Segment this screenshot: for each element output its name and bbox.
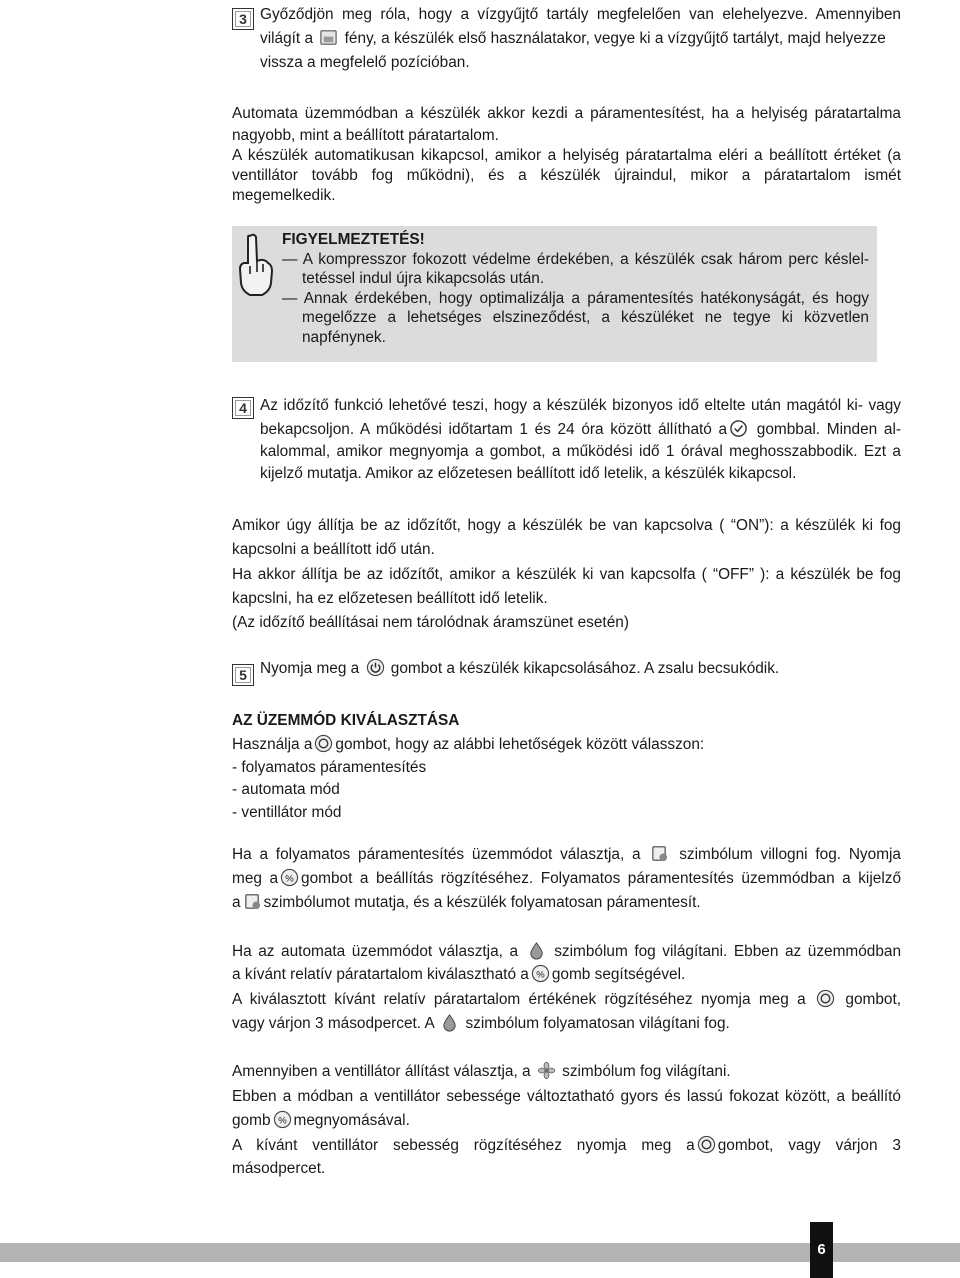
step-5-text-start: Nyomja meg a bbox=[260, 660, 360, 677]
power-button-icon bbox=[366, 658, 385, 677]
timer-line-2: kapcsolni a beállított idő után. bbox=[232, 541, 435, 558]
warning-item-1-line-2: tetéssel indul újra kikapcsolás után. bbox=[302, 270, 545, 287]
continuous-line-2-end: gombot a beállítás rögzítéséhez. Folyamatos páramentesítés üzemmódban a kijelző bbox=[301, 870, 902, 887]
step-3-line-1: Győződjön meg róla, hogy a vízgyűjtő tartály megfelelően van elehelyezve. Amennyiben bbox=[260, 6, 901, 23]
fan-line-3-start: gomb bbox=[232, 1112, 271, 1129]
continuous-line-3-start: a bbox=[232, 894, 241, 911]
step-3-badge: 3 bbox=[232, 8, 254, 30]
fan-line-2: Ebben a módban a ventillátor sebessége változtatható gyors és lassú fokozat között, a beállító bbox=[232, 1088, 901, 1105]
continuous-dehumidify-icon bbox=[243, 892, 262, 911]
fan-line-3-end: megnyomásával. bbox=[293, 1112, 410, 1129]
continuous-line-3-end: szimbólumot mutatja, és a készülék folyamatosan páramentesít. bbox=[263, 894, 701, 911]
auto-para-2-line-2: ventillátor tovább fog működni), és a készülék újraindul, mikor a páratartalom ismét bbox=[232, 167, 901, 184]
water-drop-icon bbox=[527, 941, 546, 960]
warning-item-1-line-1: — A kompresszor fokozott védelme érdekében, a készülék csak három perc késlel- bbox=[282, 251, 869, 268]
continuous-line-3 bbox=[232, 892, 701, 914]
fan-line-1-end: szimbólum fog világítani. bbox=[562, 1063, 731, 1080]
warning-item-2-line-3: napfénynek. bbox=[302, 329, 386, 346]
svg-text:%: % bbox=[285, 873, 294, 885]
automatic-line-3-end: gombot, bbox=[845, 991, 902, 1008]
humidity-button-icon bbox=[280, 868, 299, 887]
step-4-line-2 bbox=[260, 419, 901, 441]
step-4-badge: 4 bbox=[232, 397, 254, 419]
fan-line-4-start: A kívánt ventillátor sebesség rögzítéséhez nyomja meg a bbox=[232, 1137, 695, 1154]
step-3-line-2-start: világít a bbox=[260, 30, 314, 47]
automatic-line-2-start: a kívánt relatív páratartalom kiválasztható a bbox=[232, 966, 529, 983]
automatic-line-3 bbox=[232, 989, 901, 1011]
timer-line-4: kapcslni, ha ez előzetesen beállított idő letelik. bbox=[232, 590, 548, 607]
automatic-line-4-start: vagy várjon 3 másodpercet. A bbox=[232, 1015, 434, 1032]
fan-line-1-start: Amennyiben a ventillátor állítást választja, a bbox=[232, 1063, 531, 1080]
pointing-hand-icon bbox=[236, 232, 276, 296]
automatic-line-1 bbox=[232, 941, 901, 963]
step-4-line-1: Az időzítő funkció lehetővé teszi, hogy a készülék bizonyos idő eltelte után magától ki- vagy bbox=[260, 397, 901, 414]
automatic-line-2 bbox=[232, 964, 685, 986]
warning-title: FIGYELMEZTETÉS! bbox=[282, 231, 425, 248]
fan-line-4-end: gombot, vagy várjon 3 bbox=[717, 1137, 901, 1154]
fan-icon bbox=[537, 1061, 556, 1080]
svg-text:%: % bbox=[277, 1115, 287, 1127]
page-number: 6 bbox=[810, 1222, 833, 1278]
humidity-button-icon bbox=[531, 964, 550, 983]
continuous-line-2 bbox=[232, 868, 901, 890]
warning-item-2-line-2: megelőzze a lehetséges elszineződést, a készüléket ne tegye ki közvetlen bbox=[302, 309, 869, 326]
mode-button-icon bbox=[314, 734, 333, 753]
automatic-line-3-start: A kiválasztott kívánt relatív páratartalom értékének rögzítéséhez nyomja meg a bbox=[232, 991, 806, 1008]
water-drop-icon bbox=[440, 1013, 459, 1032]
continuous-dehumidify-icon bbox=[650, 844, 669, 863]
timer-line-1: Amikor úgy állítja be az időzítőt, hogy a készülék be van kapcsolva ( “ON”): a készülék ki fog bbox=[232, 517, 901, 534]
timer-line-5: (Az időzítő beállításai nem tárolódnak áramszünet esetén) bbox=[232, 614, 629, 631]
mode-intro bbox=[232, 734, 704, 756]
step-4-line-2-end: gombbal. Minden al- bbox=[756, 421, 901, 438]
step-5-text bbox=[260, 658, 779, 680]
continuous-line-2-start: meg a bbox=[232, 870, 279, 887]
mode-option-1: - folyamatos páramentesítés bbox=[232, 759, 427, 776]
step-3-line-2 bbox=[260, 28, 901, 50]
warning-item-2-line-1: — Annak érdekében, hogy optimalizálja a páramentesítés hatékonyságát, és hogy bbox=[282, 290, 869, 307]
auto-para-2-line-3: megemelkedik. bbox=[232, 187, 336, 204]
mode-heading: AZ ÜZEMMÓD KIVÁLASZTÁSA bbox=[232, 712, 460, 729]
fan-line-4 bbox=[232, 1135, 901, 1157]
automatic-line-1-end: szimbólum fog világítani. Ebben az üzemmódban bbox=[554, 943, 902, 960]
fan-line-5: másodpercet. bbox=[232, 1160, 326, 1177]
timer-line-3: Ha akkor állítja be az időzítőt, amikor a készülék ki van kapcsolfa ( “OFF” ): a készülék be fog bbox=[232, 566, 901, 583]
mode-button-icon bbox=[816, 989, 835, 1008]
svg-text:%: % bbox=[536, 969, 545, 981]
step-4-line-4: kijelző mutatja. Amikor az előzetesen beállított idő letelik, a készülék kikapcsol. bbox=[260, 465, 797, 482]
fan-line-1 bbox=[232, 1061, 731, 1083]
continuous-line-1 bbox=[232, 844, 901, 866]
step-3-line-3: vissza a megfelelő pozícióban. bbox=[260, 54, 470, 71]
fan-line-3 bbox=[232, 1110, 410, 1132]
auto-para-2-line-1: A készülék automatikusan kikapcsol, amikor a helyiség páratartalma eléri a beállított értéket (a bbox=[232, 147, 901, 164]
automatic-line-1-start: Ha az automata üzemmódot választja, a bbox=[232, 943, 519, 960]
step-3-line-2-end: fény, a készülék első használatakor, vegye ki a vízgyűjtő tartályt, majd helyezze bbox=[344, 30, 886, 47]
continuous-line-1-end: szimbólum villogni fog. Nyomja bbox=[679, 846, 901, 863]
timer-button-icon bbox=[729, 419, 748, 438]
continuous-line-1-start: Ha a folyamatos páramentesítés üzemmódot választja, a bbox=[232, 846, 641, 863]
auto-para-1-line-1: Automata üzemmódban a készülék akkor kezdi a páramentesítést, ha a helyiség páratartalma bbox=[232, 105, 901, 122]
auto-para-1-line-2: nagyobb, mint a beállított páratartalom. bbox=[232, 127, 499, 144]
mode-option-2: - automata mód bbox=[232, 781, 340, 798]
automatic-line-4 bbox=[232, 1013, 730, 1035]
automatic-line-2-end: gomb segítségével. bbox=[551, 966, 686, 983]
step-4-line-2-start: bekapcsoljon. A működési időtartam 1 és 24 óra között állítható a bbox=[260, 421, 728, 438]
mode-option-3: - ventillátor mód bbox=[232, 804, 342, 821]
step-4-line-3: kalommal, amikor megnyomja a gombot, a működési idő 1 órával meghosszabbodik. Ezt a bbox=[260, 443, 901, 460]
step-5-badge: 5 bbox=[232, 664, 254, 686]
mode-intro-start: Használja a bbox=[232, 736, 313, 753]
step-5-text-end: gombot a készülék kikapcsolásához. A zsalu becsukódik. bbox=[390, 660, 780, 677]
mode-button-icon bbox=[697, 1135, 716, 1154]
tank-full-icon bbox=[319, 28, 338, 47]
humidity-button-icon bbox=[273, 1110, 292, 1129]
automatic-line-4-end: szimbólum folyamatosan világítani fog. bbox=[465, 1015, 730, 1032]
mode-intro-end: gombot, hogy az alábbi lehetőségek között válasszon: bbox=[335, 736, 705, 753]
